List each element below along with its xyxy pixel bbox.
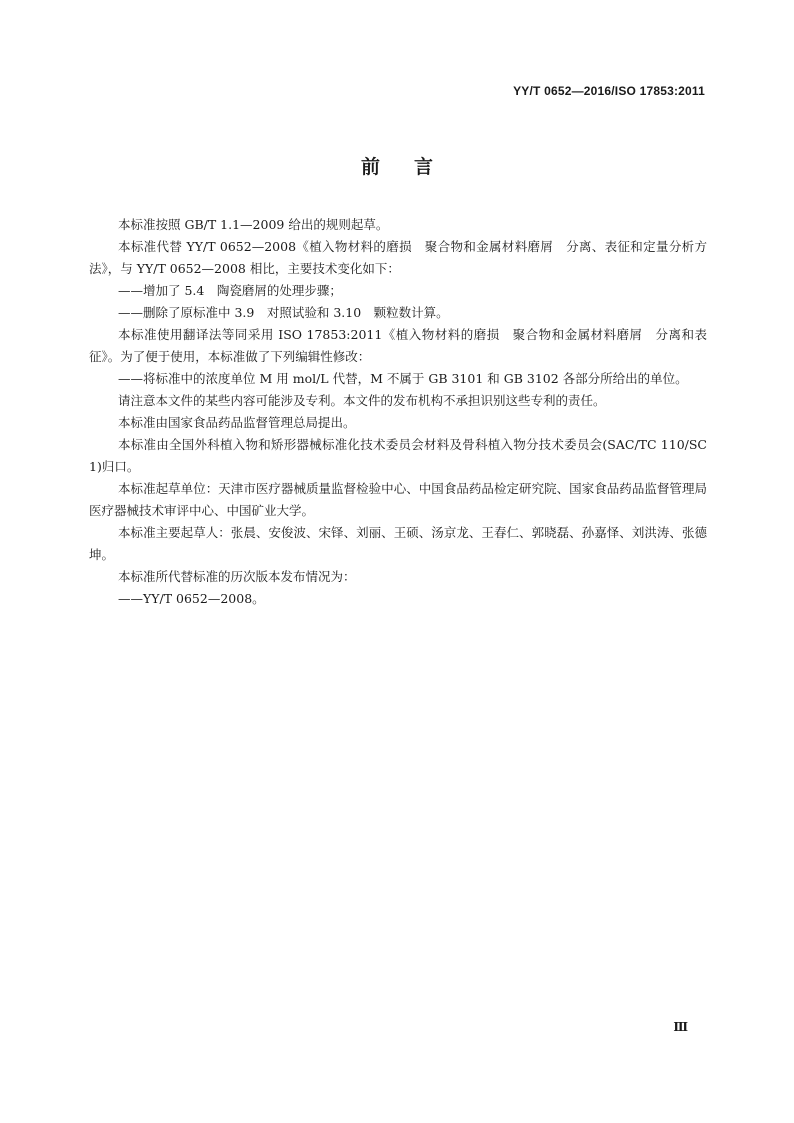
page-title: 前言 — [360, 156, 467, 178]
page-number: Ⅲ — [673, 1020, 688, 1034]
paragraph-replaces: 本标准代替 YY/T 0652—2008《植入物材料的磨损 聚合物和金属材料磨屑 分离、表征和定量分析方法》，与 YY/T 0652—2008 相比，主要技术变化如下： — [89, 239, 707, 276]
paragraph-managed-by: 本标准由全国外科植入物和矫形器械标准化技术委员会材料及骨科植入物分技术委员会(SAC/TC 110/SC 1)归口。 — [89, 437, 707, 474]
edit-item-unit: ——将标准中的浓度单位 M 用 mol/L 代替，M 不属于 GB 3101 和 GB 3102 各部分所给出的单位。 — [118, 371, 688, 386]
paragraph-proposed-by: 本标准由国家食品药品监督管理总局提出。 — [118, 415, 356, 430]
history-item: ——YY/T 0652—2008。 — [118, 591, 265, 606]
paragraph-drafting-units: 本标准起草单位：天津市医疗器械质量监督检验中心、中国食品药品检定研究院、国家食品药品监督管理局医疗器械技术审评中心、中国矿业大学。 — [89, 481, 707, 518]
foreword-body — [89, 214, 707, 610]
paragraph-drafting-rules: 本标准按照 GB/T 1.1—2009 给出的规则起草。 — [118, 217, 389, 232]
change-item-deleted: ——删除了原标准中 3.9 对照试验和 3.10 颗粒数计算。 — [118, 305, 449, 320]
paragraph-adoption: 本标准使用翻译法等同采用 ISO 17853:2011《植入物材料的磨损 聚合物和金属材料磨屑 分离和表征》。为了便于使用，本标准做了下列编辑性修改： — [89, 327, 707, 364]
paragraph-history-intro: 本标准所代替标准的历次版本发布情况为： — [118, 569, 356, 584]
paragraph-drafters: 本标准主要起草人：张晨、安俊波、宋铎、刘丽、王硕、汤京龙、王春仁、郭晓磊、孙嘉怿、刘洪涛、张德坤。 — [89, 525, 707, 562]
change-item-added: ——增加了 5.4 陶瓷磨屑的处理步骤； — [118, 283, 342, 298]
paragraph-patent-notice: 请注意本文件的某些内容可能涉及专利。本文件的发布机构不承担识别这些专利的责任。 — [118, 393, 606, 408]
standard-code: YY/T 0652—2016/ISO 17853:2011 — [513, 84, 705, 98]
